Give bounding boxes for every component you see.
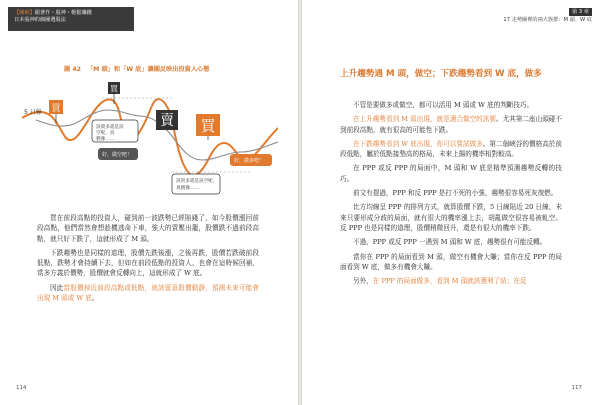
buy-marker-3 (196, 114, 220, 140)
right-paragraph-7: 不過，PPP 或反 PPP 一遇到 M 頭和 W 底，趨勢很有可能反轉。 (353, 238, 547, 247)
right-paragraph-3 (340, 139, 562, 160)
svg-text:該賣多還是該: 該賣多還是該 (96, 125, 124, 130)
closing-suffix: 。 (91, 294, 99, 303)
right-p2-rest: 。尤其第二座山頭碰不到前段高點，就有很高的可能性下跌。 (340, 115, 562, 134)
running-head-line2: 日本股神的線圖選股法 (14, 17, 66, 23)
left-paragraph-1: 買在前段高點的投資人，碰到前一波跌勢已經賠錢了，如今股價漲回前段高點，他們當然會想趁機逃命下車，強大的賣壓出籠，股價跌不過前段高點，就只好下跌了，這就形成了 M 頭。 (37, 214, 259, 243)
svg-text:買: 買 (200, 117, 216, 135)
figure-caption (64, 64, 209, 73)
svg-text:買: 買 (51, 104, 61, 114)
left-paragraph-2: 下跌趨勢也是同樣的道理，股價先跌後漲，之後再跌，股價若跌破前段低點，跌勢才會持續下去，但如在前段低點的投資人，也會在這時候回補，當多方義於價勢，股價就會反轉向上，這就形成了 W 底。 (37, 248, 259, 278)
bubble-think-sell (92, 120, 138, 142)
chapter-subtitle: 17 走勢圖裡的兩大族群：M 頭、W 底 (503, 17, 592, 23)
svg-text:真猶豫……: 真猶豫…… (176, 186, 199, 191)
bubble-good-short (98, 148, 138, 160)
five-day-line-label: 5 日線 (24, 109, 42, 116)
figure-number: 圖 42 (64, 66, 81, 73)
svg-text:該買多還是該空呢，: 該買多還是該空呢， (176, 179, 218, 184)
right-p9-highlight: 在 PPP 的局面做多，看到 M 頭就該獲利了結；在反 (372, 277, 527, 286)
running-head-badge: 【圖解】 (14, 10, 35, 16)
buy-marker-2 (108, 82, 120, 104)
svg-text:猶豫……: 猶豫…… (96, 137, 115, 142)
closing-prefix: 因此 (50, 283, 64, 292)
svg-text:買: 買 (110, 84, 118, 94)
bubble-think-buy (172, 174, 220, 194)
right-paragraph-1: 不管是要做多或做空，都可以活用 M 頭或 W 底的判斷技巧。 (353, 101, 534, 109)
sell-marker (156, 110, 178, 130)
section-heading: 上升趨勢遇 M 頭，做空；下跌趨勢看到 W 底，做多 (340, 69, 542, 79)
right-p9-prefix: 另外， (353, 277, 373, 286)
right-page-number: 117 (571, 385, 582, 391)
right-p3-rest: 。第二個峽谷的價格高於前段低點，屬於低點接墊高的格局，未來上揚的機率相對較高。 (340, 139, 562, 159)
right-paragraph-4: 在 PPP 或反 PPP 的局面中，M 頭和 W 底是精準預測趨勢反轉的技巧。 (340, 164, 562, 183)
left-body-text (37, 213, 259, 307)
left-page-number: 114 (16, 385, 27, 391)
left-page (0, 0, 298, 405)
right-body-text (340, 100, 562, 290)
right-paragraph-9 (340, 276, 562, 286)
right-running-head (503, 8, 592, 24)
running-head-line1: 跟著作・股神・輕鬆賺錢 (34, 10, 92, 16)
svg-text:好，做多吧！: 好，做多吧！ (234, 158, 265, 164)
right-paragraph-2 (340, 114, 562, 135)
buy-marker-1 (49, 100, 63, 124)
right-paragraph-8: 當你在 PPP 的局面看到 M 頭，做空有機會大賺；當你在反 PPP 的局面看到 W 底，做多有機會大賺。 (340, 252, 562, 271)
right-paragraph-6: 比方均線呈 PPP 的排列方式，就算股價下跌，5 日線貼近 20 日線，未來只要形成分歧的局面，就有很大的機率漲上去，胡亂做空很容易被軋空。反 PPP 也是同樣的道理，股價稍微回升，還是有很大的機率下跌。 (340, 203, 562, 232)
svg-text:賣: 賣 (160, 113, 174, 129)
chapter-label: 第 3 章 (569, 8, 592, 16)
figure-title: 「M 頭」和「W 底」讓圖反映出投資人心態 (86, 66, 210, 73)
right-p3-highlight: 在下跌趨勢看到 W 底出現，你可以嘗試做多 (353, 139, 483, 148)
left-paragraph-3 (37, 283, 259, 304)
svg-text:空呢，真: 空呢，真 (96, 131, 115, 136)
right-p2-highlight: 在上升趨勢看到 M 頭出現，就是適合做空的訊號 (353, 115, 496, 124)
closing-highlight: 當股價掉近前段高點或低點，就該留意股價動靜，預測未來可能會出現 M 頭或 W 底 (37, 283, 260, 303)
left-running-head (8, 7, 134, 31)
figure-m-top-w-bottom (22, 80, 278, 198)
right-paragraph-5: 前文有提過，PPP 和反 PPP 是打不死的小強，趨勢很容易死灰復燃。 (353, 189, 558, 198)
bubble-good-long (230, 154, 272, 166)
svg-text:好，做空吧！: 好，做空吧！ (102, 152, 133, 158)
